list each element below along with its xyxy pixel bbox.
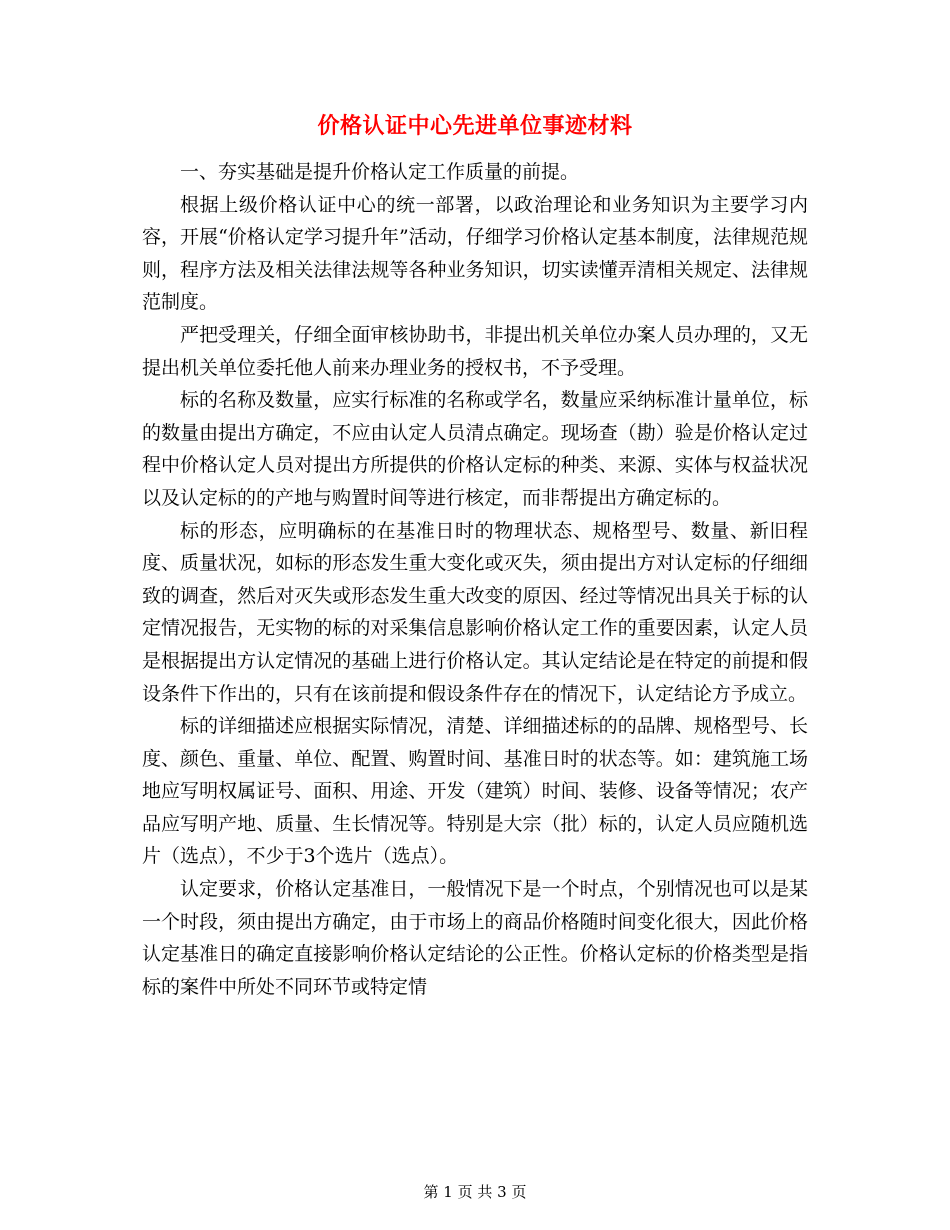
document-body xyxy=(142,156,808,1003)
paragraph-7: 认定要求，价格认定基准日，一般情况下是一个时点，个别情况也可以是某一个时段，须由提出方确定，由于市场上的商品价格随时间变化很大，因此价格认定基准日的确定直接影响价格认定结论的公正性。价格认定标的价格类型是指标的案件中所处不同环节或特定情 xyxy=(142,878,808,998)
paragraph-1: 一、夯实基础是提升价格认定工作质量的前提。 xyxy=(180,161,580,183)
paragraph-5: 标的形态，应明确标的在基准日时的物理状态、规格型号、数量、新旧程度、质量状况，如标的形态发生重大变化或灭失，须由提出方对认定标的仔细细致的调查，然后对灭失或形态发生重大改变的原因、经过等情况出具关于标的认定情况报告，无实物的标的对采集信息影响价格认定工作的重要因素，认定人员是根据提出方认定情况的基础上进行价格认定。其认定结论是在特定的前提和假设条件下作出的，只有在该前提和假设条件存在的情况下，认定结论方予成立。 xyxy=(142,519,808,705)
paragraph-6: 标的详细描述应根据实际情况，清楚、详细描述标的的品牌、规格型号、长度、颜色、重量、单位、配置、购置时间、基准日时的状态等。如：建筑施工场地应写明权属证号、面积、用途、开发（建筑）时间、装修、设备等情况；农产品应写明产地、质量、生长情况等。特别是大宗（批）标的，认定人员应随机选片（选点），不少于3个选片（选点）。 xyxy=(142,715,808,868)
paragraph-4: 标的名称及数量，应实行标准的名称或学名，数量应采纳标准计量单位，标的数量由提出方确定，不应由认定人员清点确定。现场查（勘）验是价格认定过程中价格认定人员对提出方所提供的价格认定标的种类、来源、实体与权益状况以及认定标的的产地与购置时间等进行核定，而非帮提出方确定标的。 xyxy=(142,389,808,509)
paragraph-2: 根据上级价格认证中心的统一部署，以政治理论和业务知识为主要学习内容，开展“价格认定学习提升年”活动，仔细学习价格认定基本制度，法律规范规则，程序方法及相关法律法规等各种业务知识，切实读懂弄清相关规定、法律规范制度。 xyxy=(142,193,808,314)
page-number-footer: 第 1 页 共 3 页 xyxy=(423,1183,527,1201)
page-title: 价格认证中心先进单位事迹材料 xyxy=(317,113,633,139)
paragraph-3: 严把受理关，仔细全面审核协助书，非提出机关单位办案人员办理的，又无提出机关单位委托他人前来办理业务的授权书，不予受理。 xyxy=(142,323,808,379)
